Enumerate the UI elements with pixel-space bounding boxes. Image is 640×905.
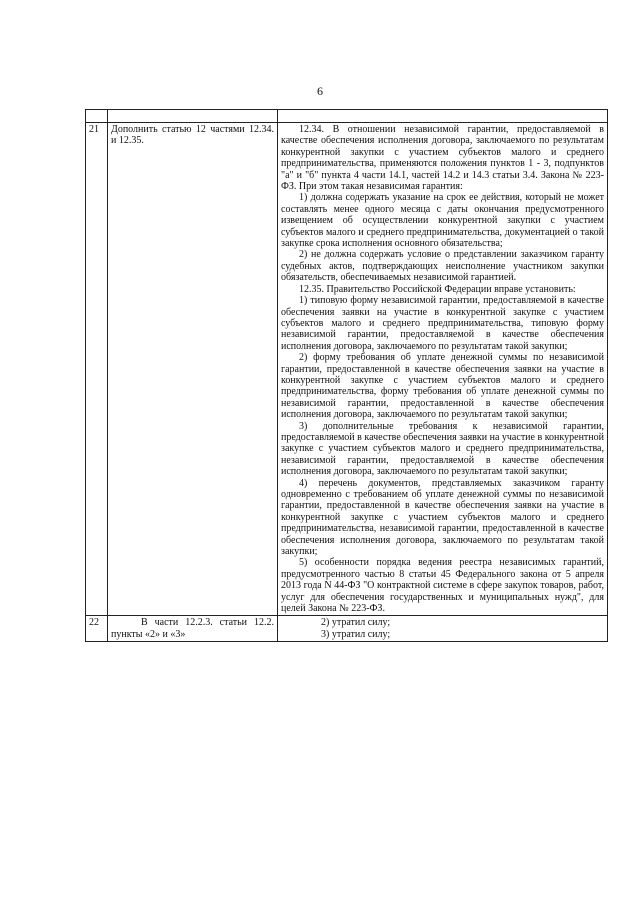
row-text xyxy=(278,616,608,642)
paragraph: 12.35. Правительство Российской Федерации вправе установить: xyxy=(299,283,576,295)
table-row xyxy=(86,123,608,616)
paragraph: 2) не должна содержать условие о представлении заказчиком гаранту судебных актов, подтверждающих неисполнение участником закупки обязательств, обеспечиваемых независимой гарантией. xyxy=(281,249,604,284)
paragraph: 2) форму требования об уплате денежной суммы по независимой гарантии, предоставленной в качестве обеспечения заявки на участие в конкурентной закупке с участием субъектов малого и среднего предпринимательства, форму требования об уплате денежной суммы по независимой гарантии, предоставленной в качестве обеспечения исполнения договора, заключаемого по результатам такой закупки; xyxy=(281,352,604,421)
table-header-row xyxy=(86,110,608,123)
header-cell xyxy=(86,110,108,123)
paragraph: 1) должна содержать указание на срок ее действия, который не может составлять менее одного месяца с даты окончания предусмотренного извещением об осуществлении конкурентной закупки с участием субъектов малого и среднего предпринимательства, документацией о такой закупке срока исполнения основного обязательства; xyxy=(281,192,604,250)
paragraph: 1) типовую форму независимой гарантии, предоставляемой в качестве обеспечения заявки на участие в конкурентной закупке с участием субъектов малого и среднего предпринимательства, типовую форму независимой гарантии, предоставляемой в качестве обеспечения исполнения договора, заключаемого по результатам такой закупки; xyxy=(281,295,604,352)
paragraph: 4) перечень документов, представляемых заказчиком гаранту одновременно с требованием об уплате денежной суммы по независимой гарантии, предоставленной в качестве обеспечения заявки на участие в конкурентной закупке с участием субъектов малого и среднего предпринимательства, независимой гарантии, предоставленной в качестве обеспечения исполнения договора, заключаемого по результатам такой закупки; xyxy=(281,477,604,558)
header-cell xyxy=(278,110,608,123)
row-action: Дополнить статью 12 частями 12.34. и 12.35. xyxy=(108,123,278,616)
row-number: 22 xyxy=(86,616,108,642)
paragraph: 12.34. В отношении независимой гарантии, предоставляемой в качестве обеспечения исполнения договора, заключаемого по результатам конкурентной закупки с участием субъектов малого и среднего предпринимательства, применяются положения пунктов 1 - 3, подпунктов "а" и "б" пункта 4 части 14.1, частей 14.2 и 14.3 статьи 3.4. Закона № 223-ФЗ. При этом такая независимая гарантия: xyxy=(281,124,604,193)
paragraph: 3) дополнительные требования к независимой гарантии, предоставляемой в качестве обеспечения заявки на участие в конкурентной закупке с участием субъектов малого и среднего предпринимательства, независимой гарантии, предоставляемой в качестве обеспечения исполнения договора, заключаемого по результатам такой закупки; xyxy=(281,420,604,478)
paragraph: 2) утратил силу; xyxy=(321,617,391,629)
row-text xyxy=(278,123,608,616)
row-number: 21 xyxy=(86,123,108,616)
row-action: В части 12.2.3. статьи 12.2. пункты «2» и «3» xyxy=(108,616,278,642)
paragraph: 5) особенности порядка ведения реестра независимых гарантий, предусмотренного частью 8 статьи 45 Федерального закона от 5 апреля 2013 года N 44-ФЗ "О контрактной системе в сфере закупок товаров, работ, услуг для обеспечения государственных и муниципальных нужд", для целей Закона № 223-ФЗ. xyxy=(281,557,604,615)
amendments-table xyxy=(85,109,608,642)
header-cell xyxy=(108,110,278,123)
page-number: 6 xyxy=(317,84,323,98)
table-row xyxy=(86,616,608,642)
paragraph: 3) утратил силу; xyxy=(321,628,391,640)
